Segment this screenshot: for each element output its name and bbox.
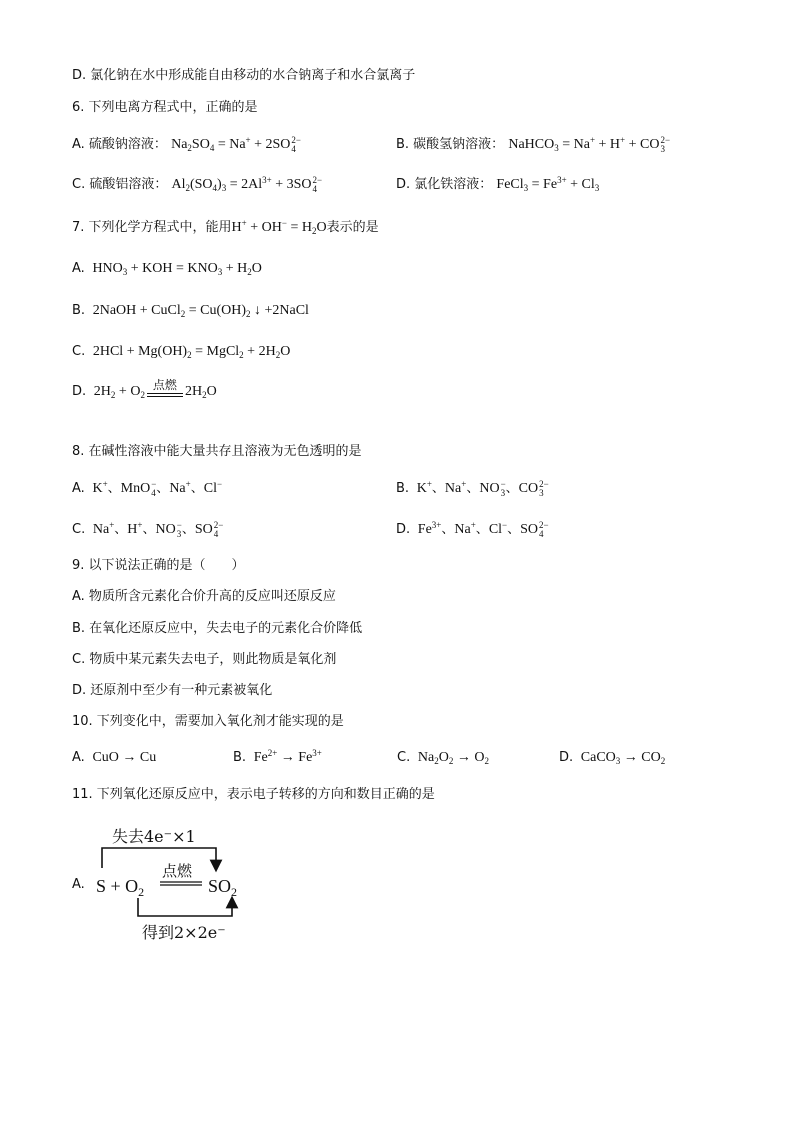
q7-stem-pre: 7. 下列化学方程式中，能用 (72, 220, 232, 235)
q10-stem: 10. 下列变化中，需要加入氧化剂才能实现的是 (72, 714, 344, 729)
q6-stem: 6. 下列电离方程式中，正确的是 (72, 100, 258, 115)
q10-option-d-label: D. (559, 750, 574, 765)
q6-option-a-label: A. 硫酸钠溶液： (72, 137, 167, 153)
gain-electron-label: 得到2×2e⁻ (142, 923, 226, 942)
reaction-condition: 点燃 (162, 862, 193, 880)
q7-option-a: A. $HNO_3$ + KOH = $KNO_3 + H_2O$ (72, 261, 262, 277)
q8-option-d: D. $Fe^{3+}$、Na+、Cl−、SO 2− 4 (396, 520, 549, 539)
q10-option-b: B. $Fe^{2+} \to Fe^{3+}$ (233, 748, 322, 765)
q9-option-d: D. 还原剂中至少有一种元素被氧化 (72, 683, 273, 698)
q11-option-a-label: A. (72, 877, 85, 892)
q6-option-c: C. 硫酸铝溶液： $Al_2(SO_4)_3 = 2Al^{3+} + 3SO$ 2− 4 (72, 175, 323, 194)
q6-option-b: B. 碳酸氢钠溶液： NaHCO$_3$ = Na+ + H+ + CO 2− 3 (396, 135, 671, 154)
q10-option-a: A. CuO → Cu (72, 750, 157, 765)
q7-option-b: B. 2NaOH + CuCl$_2$ = $Cu(OH)_2$ ↓ +2NaCl (72, 303, 309, 319)
electron-transfer-diagram (90, 820, 270, 950)
q7-option-d-label: D. (72, 384, 87, 399)
lose-electron-label: 失去4e⁻×1 (112, 827, 196, 846)
q8-stem: 8. 在碱性溶液中能大量共存且溶液为无色透明的是 (72, 444, 362, 459)
q7-option-c-label: C. (72, 344, 86, 359)
q7-stem-post: 表示的是 (326, 220, 379, 235)
q6-option-d: D. 氯化铁溶液： FeCl$_3$ = $Fe^{3+} + Cl_3$ (396, 175, 600, 193)
q9-option-a: A. 物质所含元素化合价升高的反应叫还原反应 (72, 589, 336, 604)
lose-electron-arrow (102, 848, 216, 868)
q7-stem: 7. 下列化学方程式中，能用$H^+ + OH^- = H_2O$表示的是 (72, 218, 379, 236)
q10-option-a-label: A. (72, 750, 85, 765)
reactant-s: $S + O_2$ (96, 876, 145, 899)
q7-option-b-label: B. (72, 303, 86, 318)
q7-option-c: C. $2HCl + Mg(OH)_2$ = MgCl$_2$ + $2H_2O$ (72, 344, 291, 360)
q11-stem: 11. 下列氧化还原反应中，表示电子转移的方向和数目正确的是 (72, 787, 435, 802)
q6-option-d-label: D. 氯化铁溶液： (396, 177, 493, 192)
q10-option-d: D. CaCO$_3$ → $CO_2$ (559, 750, 666, 766)
q8-option-b-label: B. (396, 481, 410, 497)
q9-option-c: C. 物质中某元素失去电子，则此物质是氧化剂 (72, 652, 337, 667)
q8-option-a-label: A. (72, 481, 85, 497)
product-so2: $SO_2$ (208, 876, 238, 899)
q7-option-d: D. $2H_2 + O_2$ 点燃 $2H_2O$ (72, 378, 217, 400)
q10-option-c-label: C. (397, 750, 411, 765)
q6-option-c-label: C. 硫酸铝溶液： (72, 177, 168, 193)
q7-option-a-label: A. (72, 261, 85, 276)
q8-option-c: C. Na+、H+、NO − 3 、SO 2− 4 (72, 520, 224, 539)
q6-option-b-label: B. 碳酸氢钠溶液： (396, 137, 505, 153)
q6-option-a: A. 硫酸钠溶液： $Na_2SO_4 = Na^+ + 2SO$ 2− 4 (72, 135, 301, 154)
q5-option-d: D. 氯化钠在水中形成能自由移动的水合钠离子和水合氯离子 (72, 68, 416, 83)
q10-option-b-label: B. (233, 750, 247, 765)
q8-option-d-label: D. (396, 522, 411, 538)
q9-option-b: B. 在氧化还原反应中，失去电子的元素化合价降低 (72, 621, 363, 636)
gain-electron-arrow (138, 898, 232, 916)
q7-d-condition: 点燃 (145, 378, 185, 402)
q9-stem: 9. 以下说法正确的是（ ） (72, 558, 245, 573)
q8-option-a: A. K+、MnO − 4 、Na+、Cl− (72, 479, 223, 498)
q8-option-b: B. K+、Na+、NO − 3 、CO 2− 3 (396, 479, 549, 498)
q8-option-c-label: C. (72, 522, 86, 538)
q10-option-c: C. $Na_2O_2 \to O_2$ (397, 750, 489, 766)
